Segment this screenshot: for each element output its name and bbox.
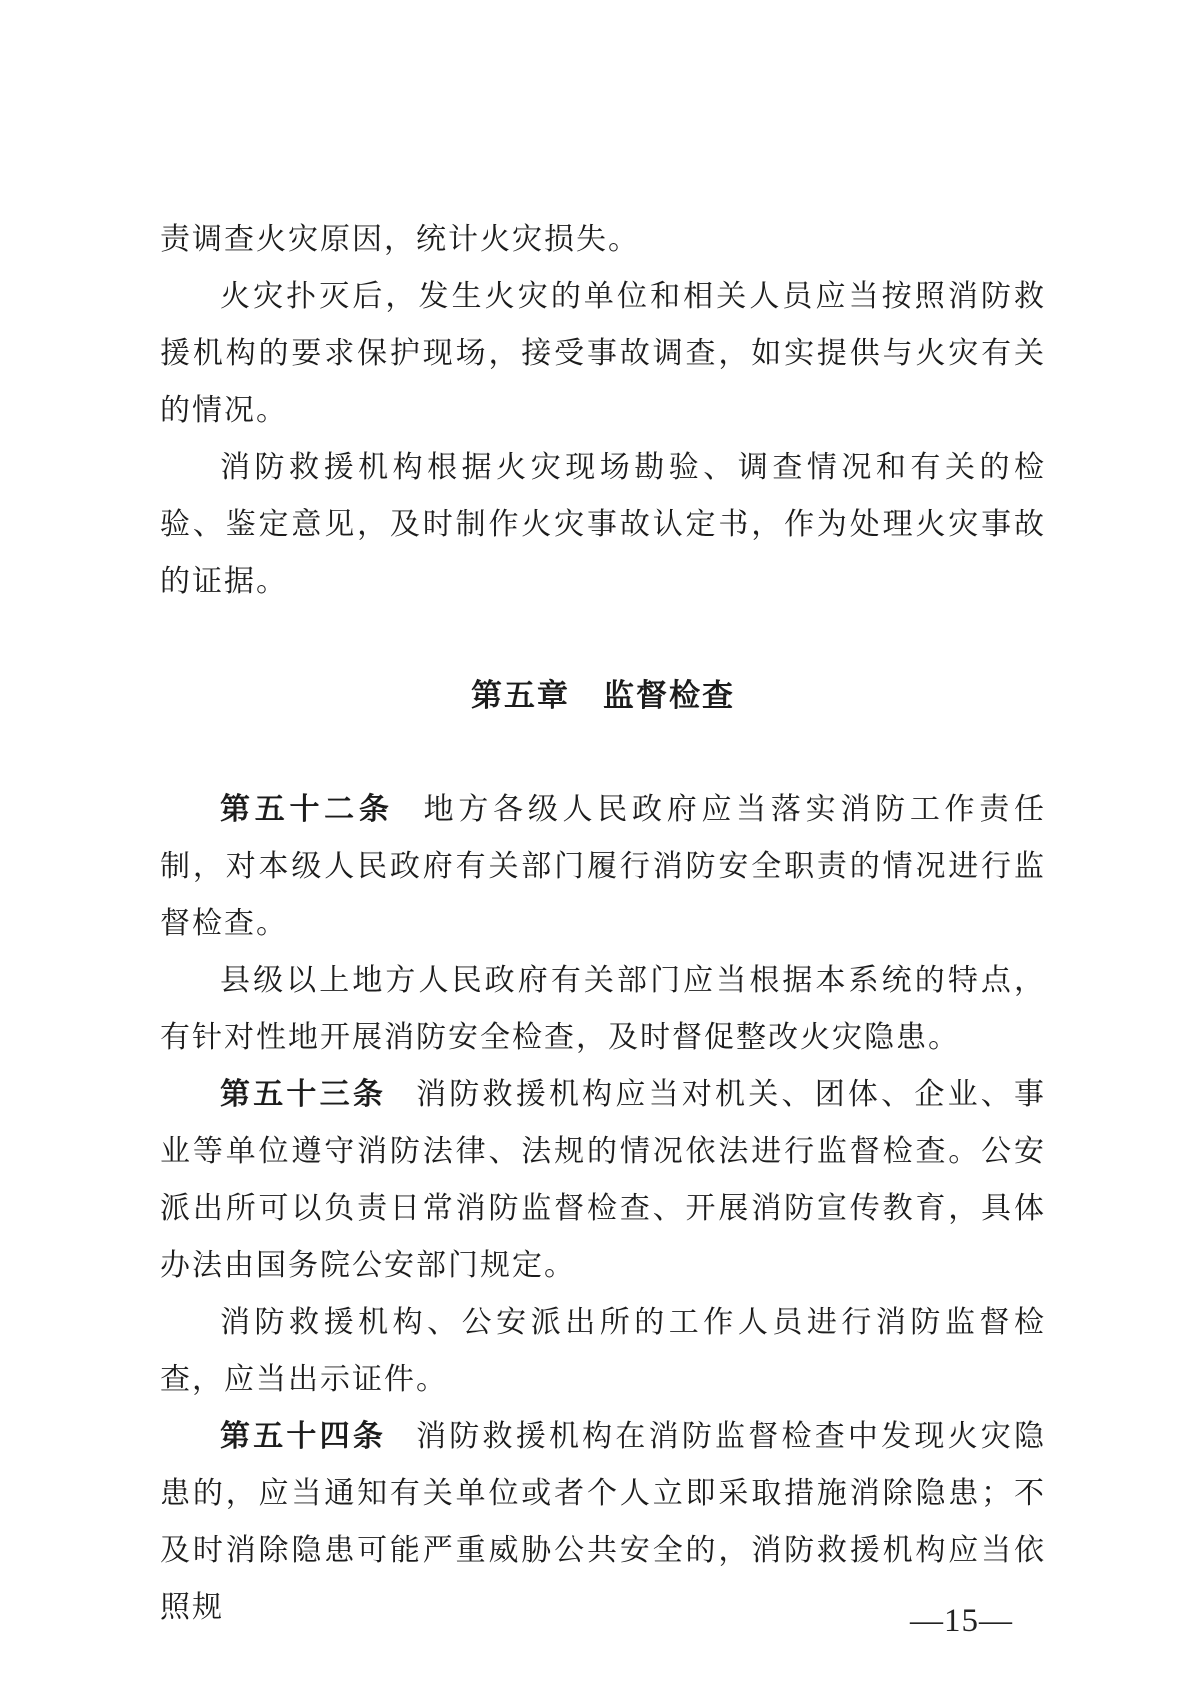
body-paragraph: 消防救援机构根据火灾现场勘验、调查情况和有关的检验、鉴定意见，及时制作火灾事故认定书，作为处理火灾事故的证据。 — [160, 451, 1046, 598]
body-paragraph: 火灾扑灭后，发生火灾的单位和相关人员应当按照消防救援机构的要求保护现场，接受事故调查，如实提供与火灾有关的情况。 — [160, 280, 1046, 427]
article-number: 第五十四条 — [220, 1420, 387, 1453]
article-paragraph — [160, 781, 1046, 952]
article-text: 地方各级人民政府应当落实消防工作责任制，对本级人民政府有关部门履行消防安全职责的情况进行监督检查。 — [160, 793, 1047, 940]
body-paragraph: 消防救援机构、公安派出所的工作人员进行消防监督检查，应当出示证件。 — [160, 1306, 1046, 1396]
article-text: 消防救援机构应当对机关、团体、企业、事业等单位遵守消防法律、法规的情况依法进行监督检查。公安派出所可以负责日常消防监督检查、开展消防宣传教育，具体办法由国务院公安部门规定。 — [160, 1078, 1047, 1282]
chapter-heading: 第五章 监督检查 — [471, 678, 735, 713]
article-paragraph — [160, 1408, 1046, 1636]
article-number: 第五十二条 — [220, 793, 394, 826]
article-paragraph — [160, 1066, 1046, 1294]
body-paragraph: 县级以上地方人民政府有关部门应当根据本系统的特点，有针对性地开展消防安全检查，及时督促整改火灾隐患。 — [160, 964, 1046, 1054]
article-text: 消防救援机构在消防监督检查中发现火灾隐患的，应当通知有关单位或者个人立即采取措施消除隐患；不及时消除隐患可能严重威胁公共安全的，消防救援机构应当依照规 — [160, 1420, 1047, 1624]
document-body — [160, 211, 1046, 1636]
body-paragraph: 责调查火灾原因，统计火灾损失。 — [160, 223, 640, 256]
page-number: —15— — [910, 1603, 1013, 1639]
article-number: 第五十三条 — [220, 1078, 387, 1111]
